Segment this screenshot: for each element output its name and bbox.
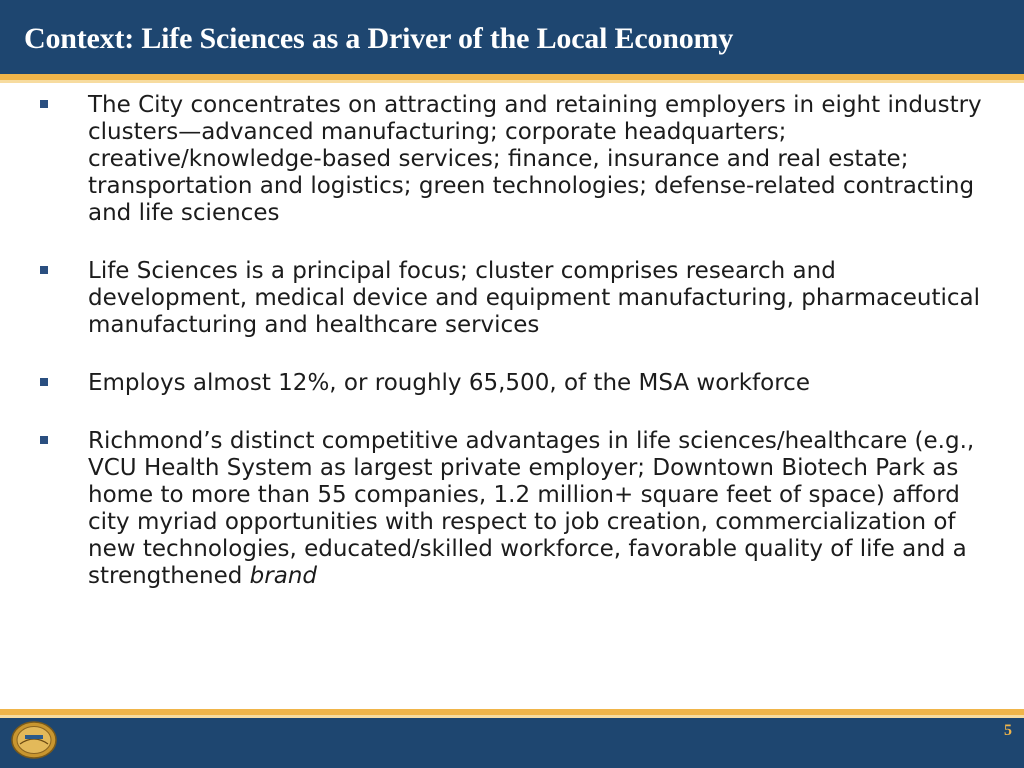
square-bullet-icon: [40, 378, 48, 386]
footer-bar: [0, 718, 1024, 768]
city-seal-icon: [10, 720, 58, 760]
square-bullet-icon: [40, 100, 48, 108]
bullet-item: [30, 92, 990, 227]
square-bullet-icon: [40, 436, 48, 444]
bullet-item: [30, 428, 990, 590]
square-bullet-icon: [40, 266, 48, 274]
header-light-rule: [0, 80, 1024, 83]
bullet-item: [30, 370, 990, 397]
bullet-item: [30, 258, 990, 339]
bullet-emphasis: brand: [249, 563, 317, 589]
slide-title: Context: Life Sciences as a Driver of the Local Economy: [24, 22, 734, 55]
bullet-text: The City concentrates on attracting and retaining employers in eight industry clusters—advanced manufacturing; corporate headquarters; creative/knowledge-based services; finance, insurance and real estate; transportation and logistics; green technologies; defense-related contracting and life sciences: [88, 92, 982, 226]
page-number: 5: [1004, 722, 1012, 739]
title-bar: [0, 0, 1024, 74]
bullet-text: Employs almost 12%, or roughly 65,500, of the MSA workforce: [88, 370, 810, 396]
bullet-text: Richmond’s distinct competitive advantages in life sciences/healthcare (e.g., VCU Health System as largest private employer; Downtown Biotech Park as home to more than 55 companies, 1.2 million+ square feet of space) afford city myriad opportunities with respect to job creation, commercialization of new technologies, educated/skilled workforce, favorable quality of life and a strengthened: [88, 428, 975, 589]
bullet-text: Life Sciences is a principal focus; cluster comprises research and development, medical device and equipment manufacturing, pharmaceutical manufacturing and healthcare services: [88, 258, 981, 338]
bullet-list: [30, 92, 990, 621]
